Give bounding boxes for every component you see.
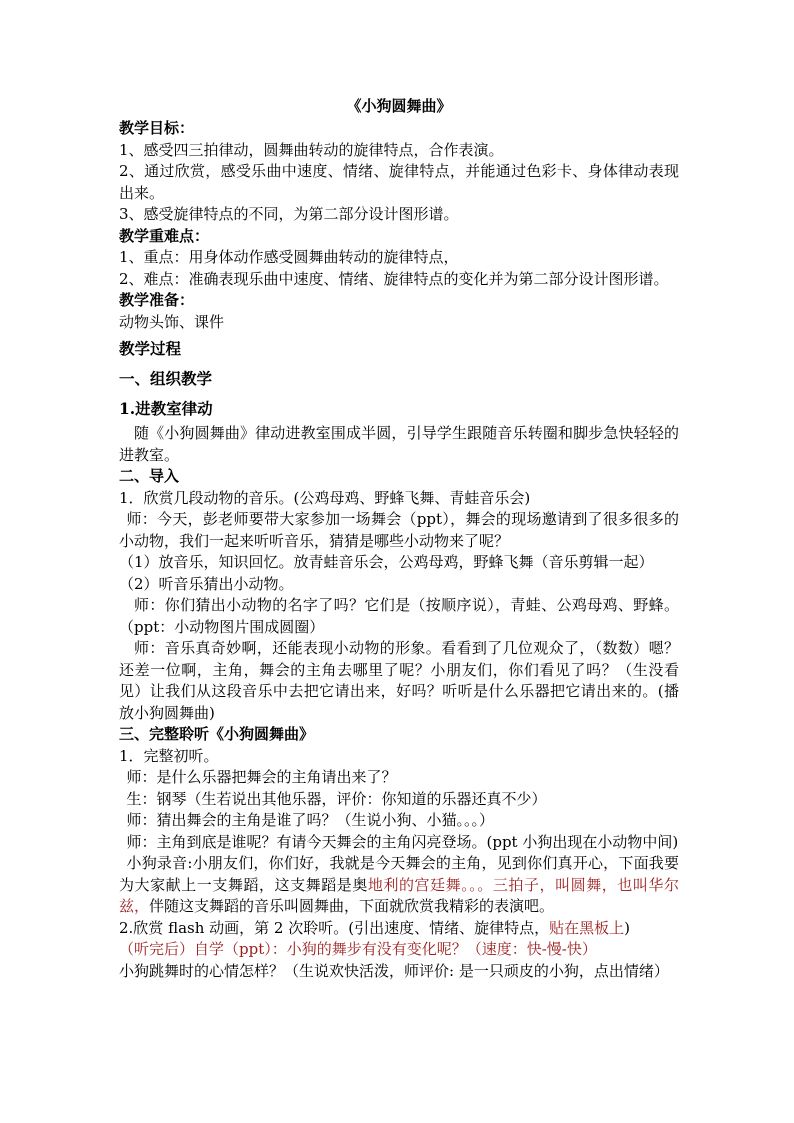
flash-listen-text-end: ) [624, 918, 630, 937]
lesson-plan-document [119, 94, 679, 982]
keypoint-item-1: 1、重点：用身体动作感受圆舞曲转动的旋律特点， [119, 248, 459, 266]
section-3-paragraph: 师：猜出舞会的主角是谁了吗？（生说小狗、小猫。。。） [126, 811, 495, 829]
section-3-paragraph: 生：钢琴（生若说出其他乐器，评价：你知道的乐器还真不少） [126, 789, 547, 808]
goals-heading: 教学目标： [119, 119, 195, 137]
goal-item-1: 1、感受四三拍律动，圆舞曲转动的旋律特点，合作表演。 [119, 140, 504, 159]
section-1-subheading: 1.进教室律动 [119, 399, 213, 418]
section-2-paragraph: 师：你们猜出小动物的名字了吗？它们是（按顺序说），青蛙、公鸡母鸡、野蜂。（ppt：小动物图片围成圆圈） [119, 596, 679, 636]
section-2-paragraph: 师：音乐真奇妙啊，还能表现小动物的形象。看看到了几位观众了，（数数）嗯？还差一位啊，主角，舞会的主角去哪里了呢？小朋友们，你们看见了吗？（生没看见）让我们从这段音乐中去把它请出来，好吗？听听是什么乐器把它请出来的。(播放小狗圆舞曲) [119, 639, 679, 722]
section-3-highlighted-paragraph: （听完后）自学（ppt）：小狗的舞步有没有变化呢？（速度：快-慢-快） [119, 940, 597, 958]
keypoint-item-2: 2、难点：准确表现乐曲中速度、情绪、旋律特点的变化并为第二部分设计图形谱。 [119, 269, 669, 288]
section-3-paragraph [119, 853, 679, 918]
keypoints-heading: 教学重难点： [119, 226, 210, 245]
section-2-paragraph: （2）听音乐猜出小动物。 [119, 574, 294, 593]
section-2-heading: 二、导入 [119, 467, 180, 485]
process-heading: 教学过程 [119, 339, 182, 358]
section-3-paragraph: 师：是什么乐器把舞会的主角请出来了？ [126, 768, 397, 786]
section-1-heading: 一、组织教学 [119, 369, 213, 388]
puppy-recording-text-end: 伴随这支舞蹈的音乐叫圆舞曲，下面就欣赏我精彩的表演吧。 [149, 897, 555, 915]
section-2-paragraph: （1）放音乐，知识回忆。放青蛙音乐会，公鸡母鸡，野蜂飞舞（音乐剪辑一起） [119, 553, 654, 571]
section-3-paragraph [119, 918, 679, 940]
puppy-recording-text: 小狗录音:小朋友们，你们好，我就是今天舞会的主角，见到你们真开心，下面我要为大家献上一支舞蹈，这支舞蹈是奥 [119, 854, 679, 894]
section-3-paragraph: 小狗跳舞时的心情怎样？（生说欢快活泼，师评价: 是一只顽皮的小狗，点出情绪） [119, 961, 669, 980]
section-3-heading: 三、完整聆听《小狗圆舞曲》 [119, 725, 315, 743]
section-2-paragraph: 1．欣赏几段动物的音乐。(公鸡母鸡、野蜂飞舞、青蛙音乐会) [119, 488, 531, 507]
flash-listen-text: 2.欣赏 flash 动画，第 2 次聆听。(引出速度、情绪、旋律特点， [119, 918, 550, 937]
highlighted-text: 地利的宫廷舞。。。三拍子，叫圆舞，也叫华尔兹， [119, 875, 679, 915]
goal-item-3: 3、感受旋律特点的不同，为第二部分设计图形谱。 [119, 205, 459, 223]
section-1-text: 随《小狗圆舞曲》律动进教室围成半圆，引导学生跟随音乐转圈和脚步急快轻轻的进教室。 [119, 424, 679, 464]
section-2-paragraph: 师：今天，彭老师要带大家参加一场舞会（ppt），舞会的现场邀请到了很多很多的小动物，我们一起来听听音乐，猜猜是哪些小动物来了呢？ [119, 510, 679, 550]
page-title: 《小狗圆舞曲》 [346, 97, 452, 115]
section-3-paragraph: 师：主角到底是谁呢？有请今天舞会的主角闪亮登场。(ppt 小狗出现在小动物中间) [126, 832, 679, 851]
prep-text: 动物头饰、课件 [119, 312, 225, 331]
section-3-paragraph: 1．完整初听。 [119, 746, 219, 765]
prep-heading: 教学准备： [119, 291, 195, 309]
highlighted-text: 贴在黑板上 [549, 918, 625, 937]
goal-item-2: 2、通过欣赏，感受乐曲中速度、情绪、旋律特点，并能通过色彩卡、身体律动表现出来。 [119, 162, 679, 202]
